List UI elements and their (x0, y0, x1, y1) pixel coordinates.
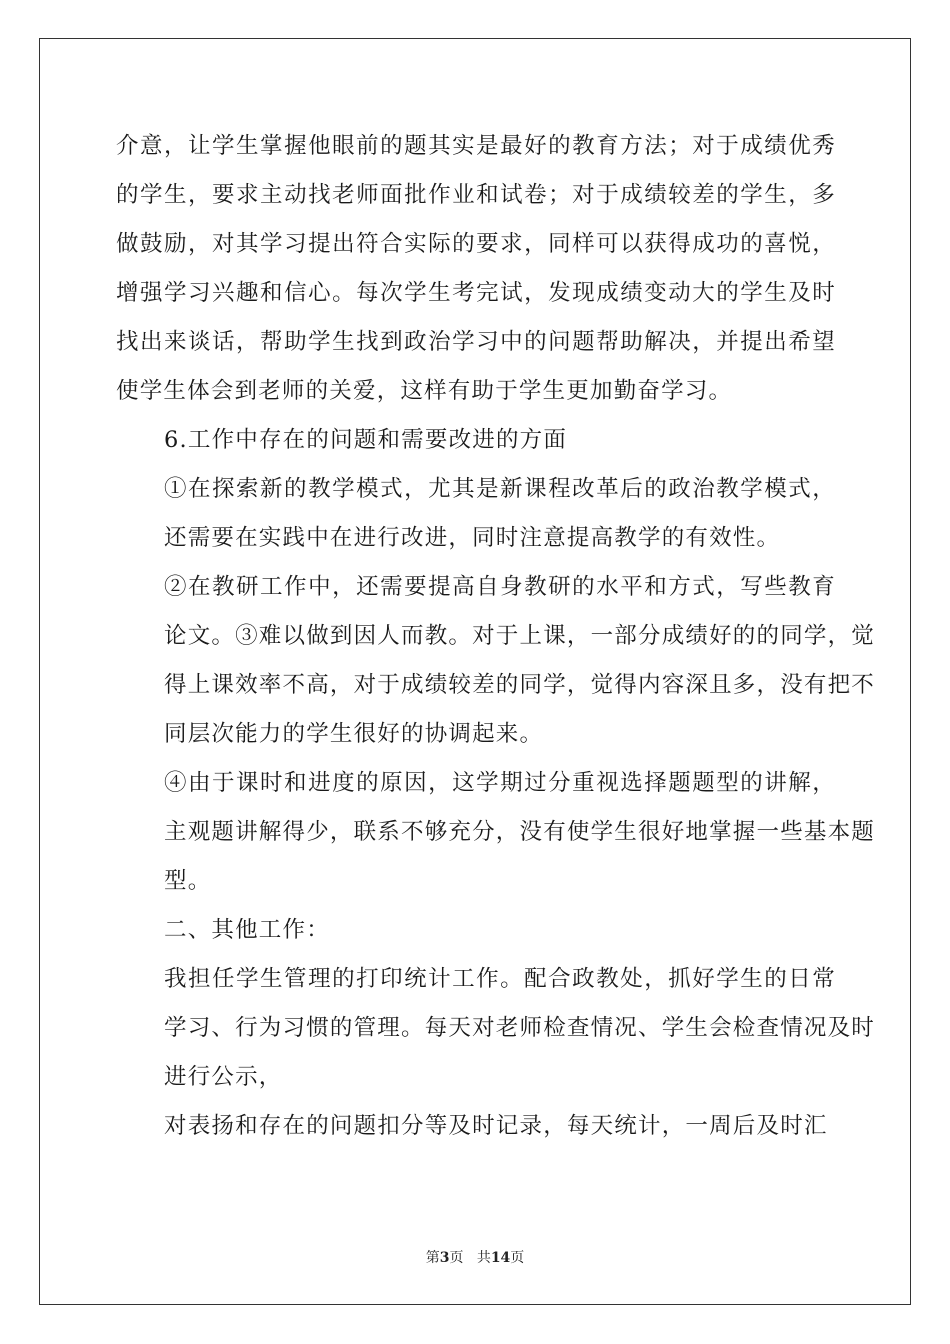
footer-page-number: 3 (439, 1250, 450, 1266)
page-footer (0, 1247, 950, 1267)
text-line: 论文。③难以做到因人而教。对于上课，一部分成绩好的的同学，觉 (164, 623, 876, 649)
text-line: 6.工作中存在的问题和需要改进的方面 (164, 427, 568, 453)
document-body (116, 122, 876, 1151)
text-line: 做鼓励，对其学习提出符合实际的要求，同样可以获得成功的喜悦， (116, 231, 836, 257)
text-line: 的学生，要求主动找老师面批作业和试卷；对于成绩较差的学生，多 (116, 182, 836, 208)
text-line: ②在教研工作中，还需要提高自身教研的水平和方式，写些教育 (164, 574, 836, 600)
text-line: 进行公示， (164, 1064, 283, 1090)
text-line: 型。 (164, 868, 212, 894)
paragraph (116, 1102, 836, 1151)
text-line: 还需要在实践中在进行改进，同时注意提高教学的有效性。 (164, 525, 781, 551)
paragraph (116, 465, 836, 563)
text-line: 对表扬和存在的问题扣分等及时记录，每天统计，一周后及时汇 (164, 1113, 828, 1139)
text-line: 学习、行为习惯的管理。每天对老师检查情况、学生会检查情况及时 (164, 1015, 876, 1041)
footer-total-suffix: 页 (510, 1250, 525, 1266)
text-line: 得上课效率不高，对于成绩较差的同学，觉得内容深且多，没有把不 (164, 672, 876, 698)
text-line: ④由于课时和进度的原因，这学期过分重视选择题题型的讲解， (164, 770, 836, 796)
paragraph (116, 906, 836, 955)
text-line: 我担任学生管理的打印统计工作。配合政教处，抓好学生的日常 (164, 966, 836, 992)
text-line: 同层次能力的学生很好的协调起来。 (164, 721, 544, 747)
paragraph (116, 955, 876, 1102)
paragraph (116, 122, 836, 416)
text-line: 主观题讲解得少，联系不够充分，没有使学生很好地掌握一些基本题 (164, 819, 876, 845)
text-line: 使学生体会到老师的关爱，这样有助于学生更加勤奋学习。 (116, 378, 733, 404)
text-line: 介意，让学生掌握他眼前的题其实是最好的教育方法；对于成绩优秀 (116, 133, 836, 159)
paragraph (116, 563, 876, 759)
footer-page-suffix: 页 (449, 1250, 464, 1266)
footer-page-prefix: 第 (425, 1250, 440, 1266)
paragraph (116, 416, 836, 465)
text-line: 找出来谈话，帮助学生找到政治学习中的问题帮助解决，并提出希望 (116, 329, 836, 355)
text-line: 二、其他工作： (164, 917, 330, 943)
footer-total-prefix: 共 (476, 1250, 491, 1266)
text-line: 增强学习兴趣和信心。每次学生考完试，发现成绩变动大的学生及时 (116, 280, 836, 306)
text-line: ①在探索新的教学模式，尤其是新课程改革后的政治教学模式， (164, 476, 836, 502)
paragraph (116, 759, 876, 906)
footer-total-pages: 14 (490, 1250, 511, 1266)
